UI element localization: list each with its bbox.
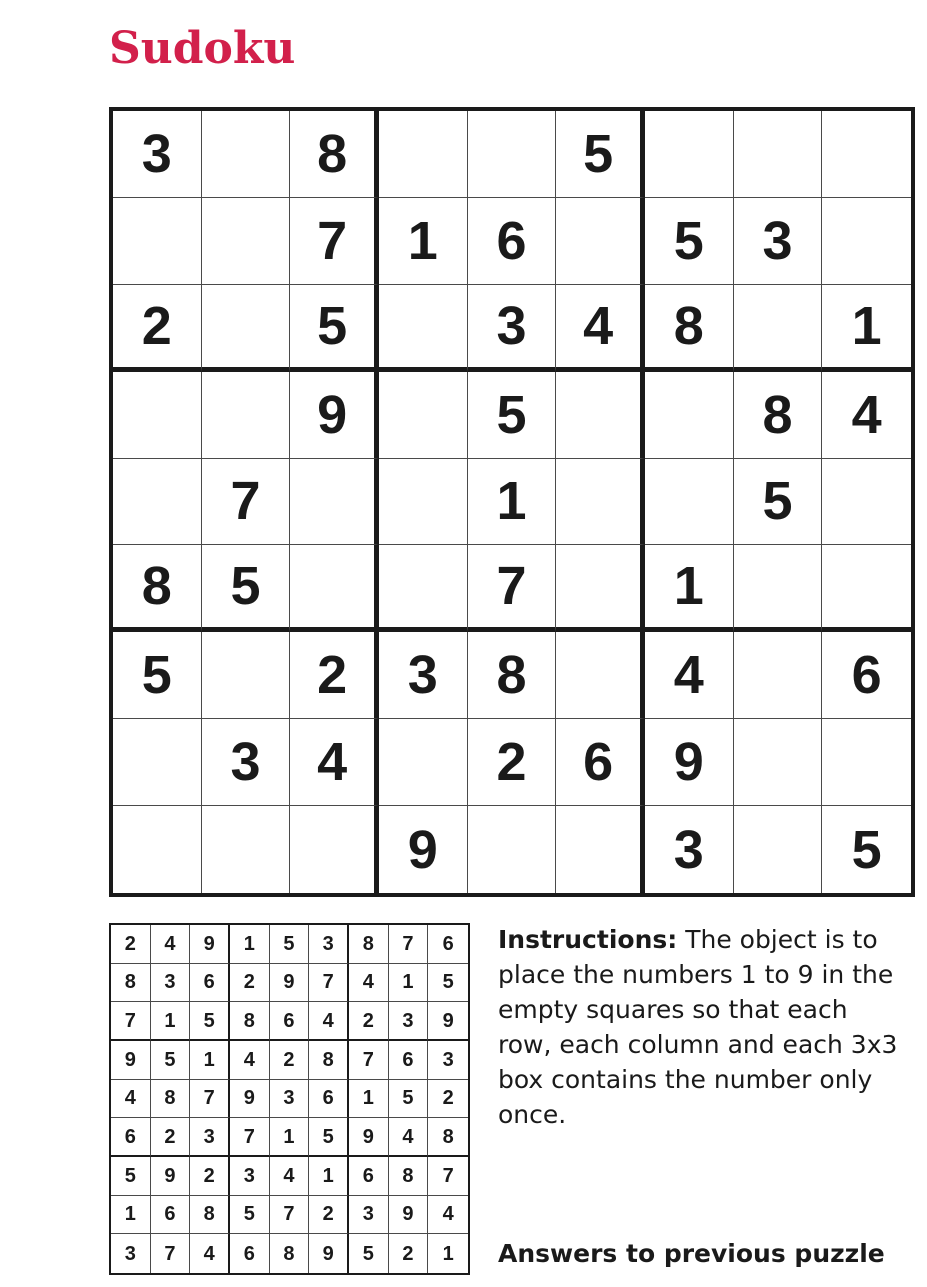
solution-cell: 5	[111, 1157, 151, 1196]
puzzle-cell-empty[interactable]	[113, 372, 202, 459]
solution-cell: 9	[309, 1234, 349, 1273]
puzzle-cell-given: 5	[645, 198, 734, 285]
solution-cell: 2	[190, 1157, 230, 1196]
solution-cell: 9	[111, 1041, 151, 1080]
solution-cell: 5	[190, 1002, 230, 1041]
puzzle-cell-given: 4	[290, 719, 379, 806]
solution-cell: 6	[428, 925, 468, 964]
puzzle-cell-empty[interactable]	[556, 632, 645, 719]
puzzle-cell-empty[interactable]	[822, 545, 911, 632]
solution-cell: 6	[270, 1002, 310, 1041]
solution-cell: 9	[349, 1118, 389, 1157]
puzzle-cell-empty[interactable]	[556, 545, 645, 632]
solution-cell: 4	[270, 1157, 310, 1196]
puzzle-cell-empty[interactable]	[645, 372, 734, 459]
solution-cell: 4	[389, 1118, 429, 1157]
solution-cell: 5	[428, 964, 468, 1003]
instructions-text	[498, 922, 908, 1132]
solution-cell: 8	[428, 1118, 468, 1157]
solution-cell: 7	[428, 1157, 468, 1196]
puzzle-cell-empty[interactable]	[202, 806, 291, 893]
solution-cell: 7	[151, 1234, 191, 1273]
puzzle-cell-given: 8	[645, 285, 734, 372]
solution-cell: 5	[389, 1080, 429, 1119]
puzzle-cell-empty[interactable]	[202, 632, 291, 719]
puzzle-cell-given: 4	[822, 372, 911, 459]
sudoku-puzzle-grid	[109, 107, 915, 897]
solution-cell: 9	[190, 925, 230, 964]
page-title: Sudoku	[109, 23, 296, 74]
puzzle-cell-empty[interactable]	[379, 111, 468, 198]
solution-cell: 4	[230, 1041, 270, 1080]
puzzle-cell-empty[interactable]	[556, 372, 645, 459]
solution-cell: 3	[389, 1002, 429, 1041]
solution-cell: 8	[111, 964, 151, 1003]
solution-cell: 2	[111, 925, 151, 964]
puzzle-cell-given: 8	[290, 111, 379, 198]
solution-cell: 2	[349, 1002, 389, 1041]
solution-cell: 6	[151, 1196, 191, 1235]
puzzle-cell-given: 7	[202, 459, 291, 546]
puzzle-cell-empty[interactable]	[822, 459, 911, 546]
solution-cell: 9	[428, 1002, 468, 1041]
solution-cell: 1	[111, 1196, 151, 1235]
solution-cell: 3	[309, 925, 349, 964]
solution-cell: 4	[309, 1002, 349, 1041]
puzzle-cell-given: 2	[290, 632, 379, 719]
solution-cell: 3	[270, 1080, 310, 1119]
puzzle-cell-given: 3	[468, 285, 557, 372]
solution-cell: 1	[309, 1157, 349, 1196]
solution-cell: 9	[151, 1157, 191, 1196]
puzzle-cell-empty[interactable]	[556, 198, 645, 285]
solution-cell: 8	[270, 1234, 310, 1273]
puzzle-cell-given: 9	[379, 806, 468, 893]
solution-cell: 9	[389, 1196, 429, 1235]
puzzle-cell-empty[interactable]	[379, 459, 468, 546]
solution-cell: 6	[309, 1080, 349, 1119]
solution-cell: 3	[349, 1196, 389, 1235]
puzzle-cell-empty[interactable]	[468, 111, 557, 198]
puzzle-cell-empty[interactable]	[202, 372, 291, 459]
solution-cell: 9	[270, 964, 310, 1003]
solution-cell: 1	[190, 1041, 230, 1080]
puzzle-cell-empty[interactable]	[734, 632, 823, 719]
solution-cell: 7	[230, 1118, 270, 1157]
solution-cell: 6	[389, 1041, 429, 1080]
puzzle-cell-empty[interactable]	[290, 459, 379, 546]
solution-cell: 4	[428, 1196, 468, 1235]
solution-cell: 5	[349, 1234, 389, 1273]
puzzle-cell-empty[interactable]	[734, 111, 823, 198]
puzzle-cell-empty[interactable]	[379, 545, 468, 632]
puzzle-cell-given: 3	[379, 632, 468, 719]
puzzle-cell-given: 1	[645, 545, 734, 632]
puzzle-cell-given: 9	[645, 719, 734, 806]
solution-cell: 4	[151, 925, 191, 964]
puzzle-cell-empty[interactable]	[822, 111, 911, 198]
puzzle-cell-empty[interactable]	[822, 719, 911, 806]
puzzle-cell-empty[interactable]	[379, 372, 468, 459]
puzzle-cell-empty[interactable]	[734, 719, 823, 806]
puzzle-cell-given: 4	[556, 285, 645, 372]
puzzle-cell-given: 5	[468, 372, 557, 459]
solution-cell: 7	[389, 925, 429, 964]
solution-cell: 8	[151, 1080, 191, 1119]
puzzle-cell-given: 3	[113, 111, 202, 198]
puzzle-cell-empty[interactable]	[113, 806, 202, 893]
instructions-label: Instructions:	[498, 925, 678, 954]
solution-cell: 1	[230, 925, 270, 964]
puzzle-cell-empty[interactable]	[734, 806, 823, 893]
solution-cell: 4	[111, 1080, 151, 1119]
solution-cell: 3	[230, 1157, 270, 1196]
puzzle-cell-given: 1	[379, 198, 468, 285]
instructions-body: The object is to place the numbers 1 to 9 in the empty squares so that each row, each column and each 3x3 box contains the number only once.	[498, 925, 898, 1129]
puzzle-cell-given: 7	[290, 198, 379, 285]
solution-cell: 8	[349, 925, 389, 964]
solution-cell: 3	[111, 1234, 151, 1273]
solution-cell: 3	[151, 964, 191, 1003]
solution-cell: 4	[190, 1234, 230, 1273]
puzzle-cell-given: 5	[851, 819, 882, 880]
puzzle-cell-empty[interactable]	[202, 285, 291, 372]
solution-cell: 6	[230, 1234, 270, 1273]
puzzle-cell-given: 3	[734, 198, 823, 285]
puzzle-cell-given: 3	[202, 719, 291, 806]
puzzle-cell-given: 2	[113, 285, 202, 372]
puzzle-cell-given: 5	[113, 632, 202, 719]
puzzle-cell-given: 3	[645, 806, 734, 893]
puzzle-cell-given: 8	[734, 372, 823, 459]
puzzle-cell-given: 4	[645, 632, 734, 719]
puzzle-cell-given: 5	[290, 285, 379, 372]
puzzle-cell-empty[interactable]	[822, 198, 911, 285]
puzzle-cell-given: 5	[734, 459, 823, 546]
puzzle-cell-given: 6	[556, 719, 645, 806]
puzzle-cell-empty[interactable]	[113, 459, 202, 546]
solution-cell: 1	[151, 1002, 191, 1041]
solution-cell: 8	[389, 1157, 429, 1196]
puzzle-cell-given: 2	[468, 719, 557, 806]
puzzle-cell-given: 9	[290, 372, 379, 459]
solution-cell: 1	[349, 1080, 389, 1119]
puzzle-cell-given: 1	[468, 459, 557, 546]
solution-cell: 3	[428, 1041, 468, 1080]
puzzle-cell-empty[interactable]	[113, 198, 202, 285]
solution-cell: 7	[270, 1196, 310, 1235]
solution-cell: 6	[111, 1118, 151, 1157]
puzzle-cell-given: 6	[468, 198, 557, 285]
solution-cell: 2	[151, 1118, 191, 1157]
puzzle-cell-given: 5	[556, 111, 645, 198]
solution-cell: 8	[230, 1002, 270, 1041]
solution-cell: 7	[111, 1002, 151, 1041]
puzzle-cell-empty[interactable]	[468, 806, 557, 893]
solution-cell: 2	[428, 1080, 468, 1119]
solution-cell: 8	[309, 1041, 349, 1080]
solution-cell: 2	[270, 1041, 310, 1080]
puzzle-cell-empty[interactable]	[379, 285, 468, 372]
puzzle-cell-empty[interactable]	[202, 198, 291, 285]
answers-caption: Answers to previous puzzle	[498, 1239, 885, 1268]
puzzle-cell-empty[interactable]	[290, 806, 379, 893]
solution-cell: 7	[349, 1041, 389, 1080]
puzzle-cell-empty[interactable]	[202, 111, 291, 198]
puzzle-cell-empty[interactable]	[556, 459, 645, 546]
solution-cell: 2	[230, 964, 270, 1003]
solution-cell: 6	[349, 1157, 389, 1196]
puzzle-cell-given: 7	[468, 545, 557, 632]
puzzle-cell-given: 8	[113, 545, 202, 632]
solution-cell: 2	[389, 1234, 429, 1273]
solution-cell: 5	[309, 1118, 349, 1157]
puzzle-cell-empty[interactable]	[113, 719, 202, 806]
solution-cell: 3	[190, 1118, 230, 1157]
solution-cell: 5	[230, 1196, 270, 1235]
solution-cell: 7	[309, 964, 349, 1003]
puzzle-cell-empty[interactable]	[379, 719, 468, 806]
puzzle-cell-empty[interactable]	[556, 806, 645, 893]
solution-cell: 1	[442, 1242, 454, 1265]
previous-solution-grid	[109, 923, 470, 1275]
solution-cell: 8	[190, 1196, 230, 1235]
solution-cell: 5	[151, 1041, 191, 1080]
puzzle-cell-empty[interactable]	[645, 459, 734, 546]
solution-cell: 4	[349, 964, 389, 1003]
puzzle-cell-given: 1	[822, 285, 911, 372]
puzzle-cell-empty[interactable]	[290, 545, 379, 632]
puzzle-cell-empty[interactable]	[645, 111, 734, 198]
puzzle-cell-given: 8	[468, 632, 557, 719]
solution-cell: 5	[270, 925, 310, 964]
puzzle-cell-given: 6	[822, 632, 911, 719]
solution-cell: 2	[309, 1196, 349, 1235]
solution-cell: 9	[230, 1080, 270, 1119]
solution-cell: 7	[190, 1080, 230, 1119]
puzzle-cell-empty[interactable]	[734, 285, 823, 372]
solution-cell: 1	[389, 964, 429, 1003]
puzzle-cell-given: 5	[202, 545, 291, 632]
puzzle-cell-empty[interactable]	[734, 545, 823, 632]
solution-cell: 6	[190, 964, 230, 1003]
solution-cell: 1	[270, 1118, 310, 1157]
